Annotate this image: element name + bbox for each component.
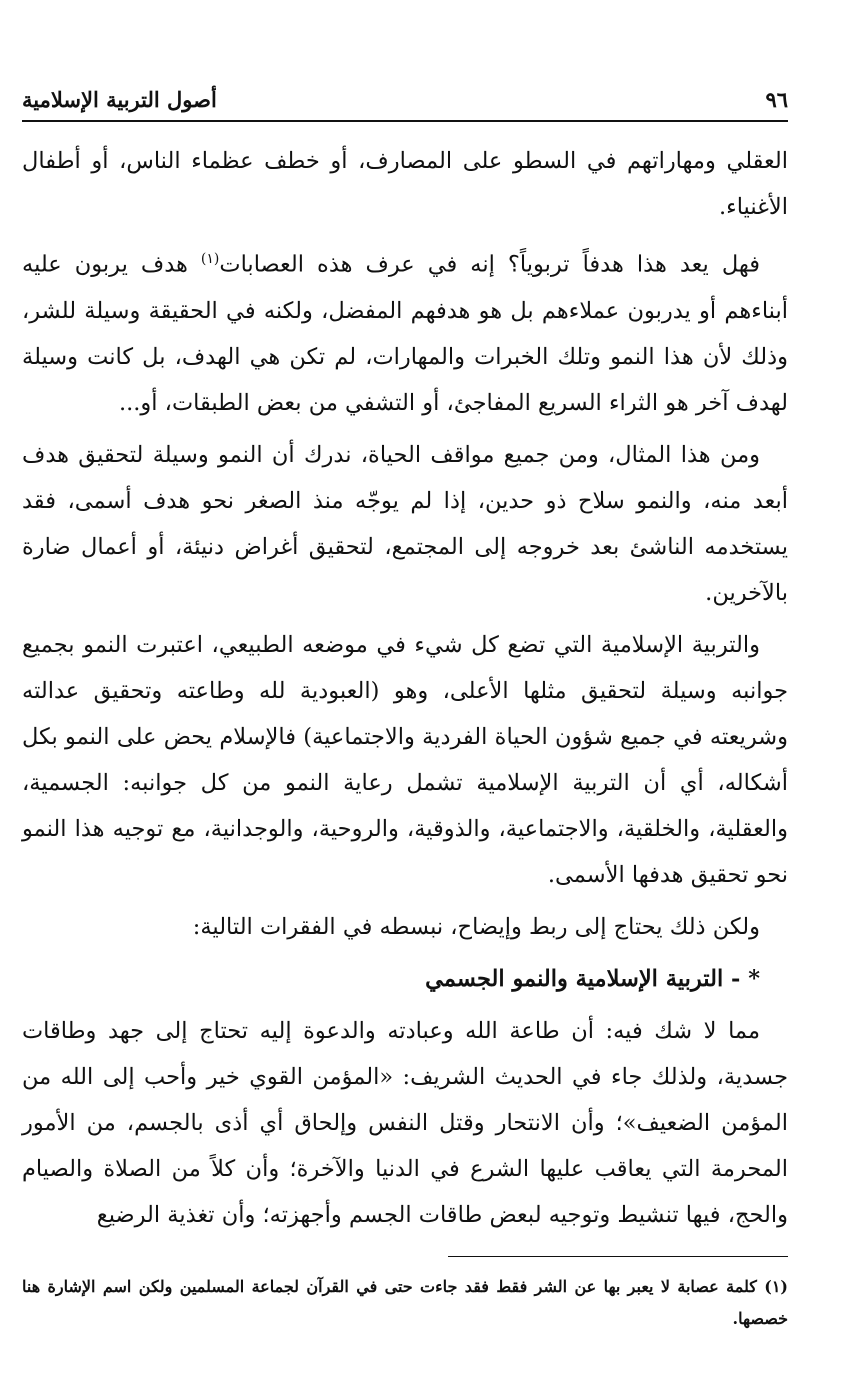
- paragraph-3: ومن هذا المثال، ومن جميع مواقف الحياة، ندرك أن النمو وسيلة لتحقيق هدف أبعد منه، والنمو سلاح ذو حدين، إذا لم يوجّه منذ الصغر نحو هدف أسمى، فقد يستخدمه الناشئ بعد خروجه إلى المجتمع، لتحقيق أغراض دنيئة، أو أعمال ضارة بالآخرين.: [22, 441, 788, 606]
- section-bullet: *: [748, 965, 760, 992]
- paragraph-5: ولكن ذلك يحتاج إلى ربط وإيضاح، نبسطه في الفقرات التالية:: [192, 913, 760, 940]
- header-divider: [22, 120, 788, 122]
- footnote-reference[interactable]: (١): [200, 251, 220, 267]
- page-body: [22, 138, 788, 1238]
- paragraph-2: [22, 236, 788, 426]
- page-number: ٩٦: [765, 87, 788, 112]
- footnote-text: كلمة عصابة لا يعبر بها عن الشر فقط فقد جاءت حتى في القرآن لجماعة المسلمين ولكن اسم الإشارة هنا خصصها.: [22, 1276, 788, 1328]
- footnote-divider: [448, 1256, 788, 1257]
- paragraph-2-rest: هدف يربون عليه أبناءهم أو يدربون عملاءهم بل هو هدفهم المفضل، ولكنه في الحقيقة وسيلة للشر، وذلك لأن هذا النمو وتلك الخبرات والمهارات، لم تكن هي الهدف، بل كانت وسيلة لهدف آخر هو الثراء السريع المفاجئ، أو التشفي من بعض الطبقات، أو...: [22, 251, 788, 416]
- footnote: [22, 1271, 788, 1335]
- section-paragraph: مما لا شك فيه: أن طاعة الله وعبادته والدعوة إليه تحتاج إلى جهد وطاقات جسدية، ولذلك جاء في الحديث الشريف: «المؤمن القوي خير وأحب إلى الله من المؤمن الضعيف»؛ وأن الانتحار وقتل النفس وإلحاق أي أذى بالجسم، من الأمور المحرمة التي يعاقب عليها الشرع في الدنيا والآخرة؛ وأن كلاً من الصلاة والصيام والحج، فيها تنشيط وتوجيه لبعض طاقات الجسم وأجهزته؛ وأن تغذية الرضيع: [22, 1017, 788, 1228]
- section-heading-text: - التربية الإسلامية والنمو الجسمي: [425, 965, 741, 992]
- paragraph-1: العقلي ومهاراتهم في السطو على المصارف، أو خطف عظماء الناس، أو أطفال الأغنياء.: [22, 148, 788, 220]
- book-title: أصول التربية الإسلامية: [22, 87, 217, 112]
- footnote-marker: (١): [764, 1276, 788, 1296]
- page-header: [22, 78, 788, 112]
- paragraph-2-start: فهل يعد هذا هدفاً تربوياً؟ إنه في عرف هذه العصابات: [219, 251, 760, 278]
- book-page: [22, 78, 788, 1335]
- paragraph-4: والتربية الإسلامية التي تضع كل شيء في موضعه الطبيعي، اعتبرت النمو بجميع جوانبه وسيلة لتحقيق مثلها الأعلى، وهو (العبودية لله وطاعته وتحقيق عدالته وشريعته في جميع شؤون الحياة الفردية والاجتماعية) فالإسلام يحض على النمو بكل أشكاله، أي أن التربية الإسلامية تشمل رعاية النمو من كل جوانبه: الجسمية، والعقلية، والخلقية، والاجتماعية، والذوقية، والروحية، والوجدانية، مع توجيه هذا النمو نحو تحقيق هدفها الأسمى.: [22, 631, 788, 888]
- section-heading: [22, 956, 788, 1002]
